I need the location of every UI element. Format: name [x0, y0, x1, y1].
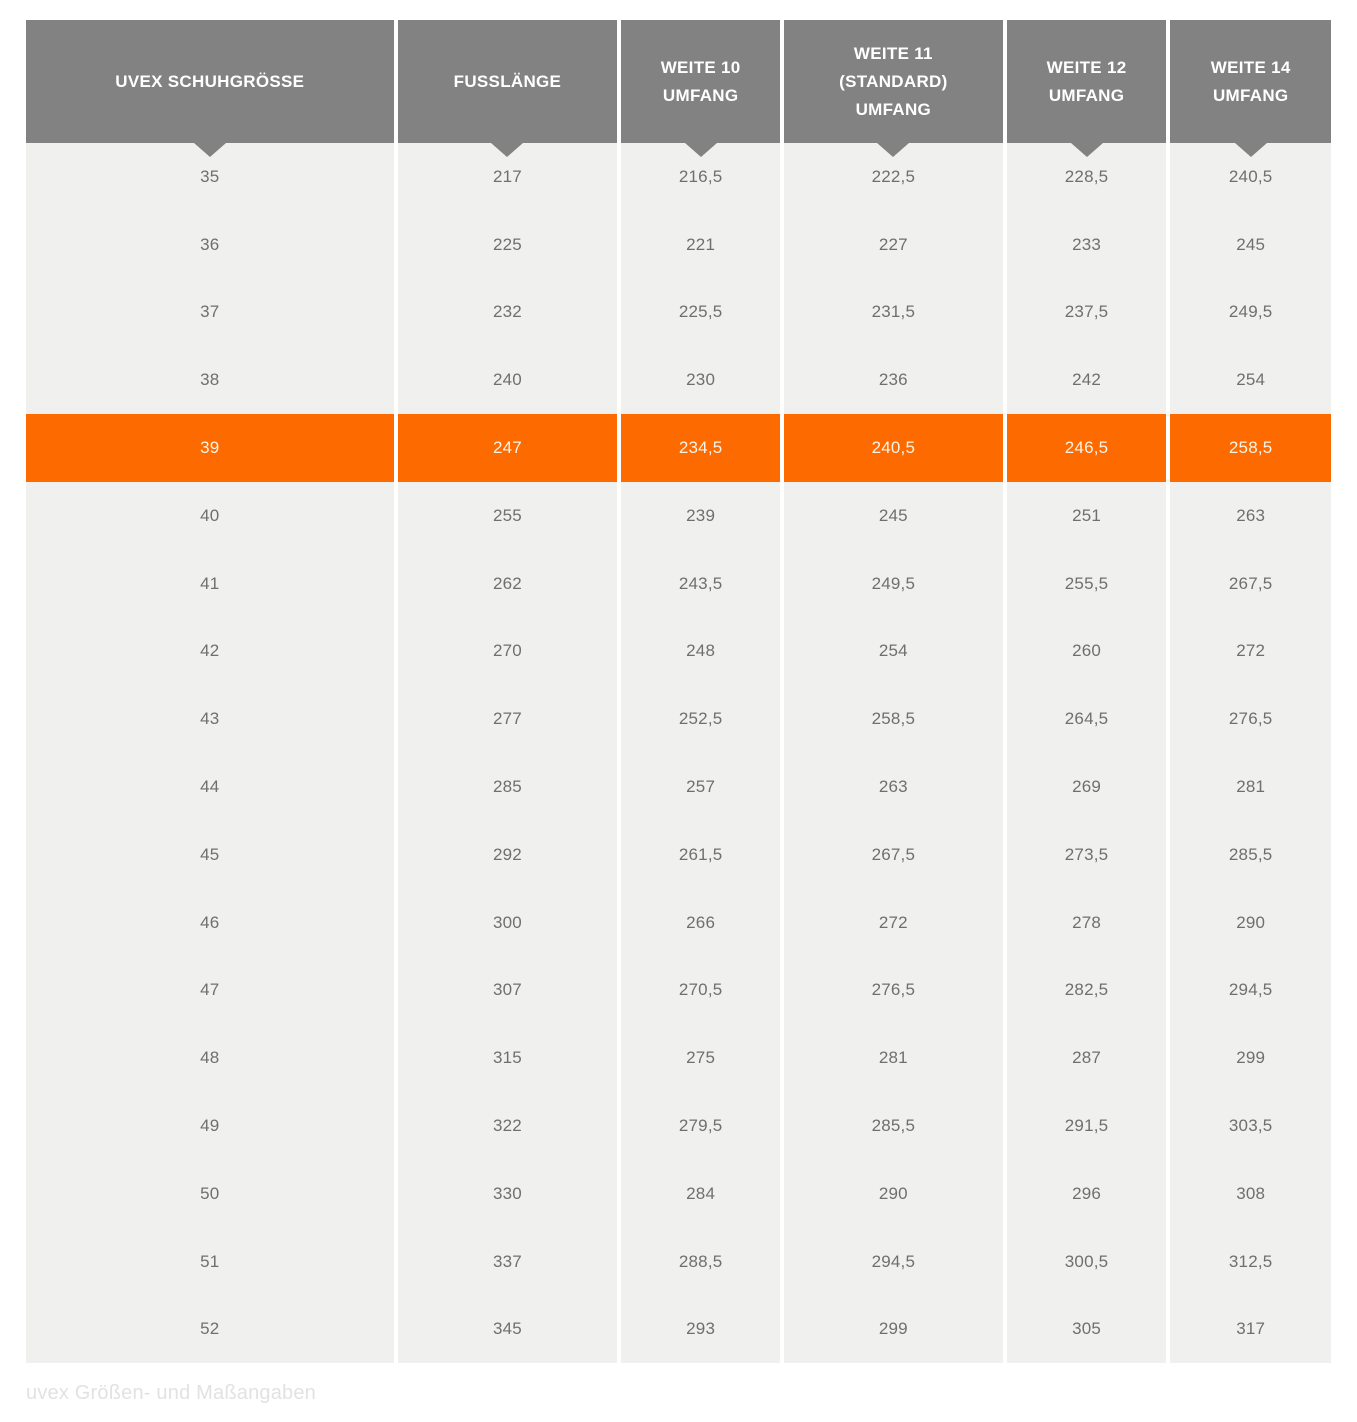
table-cell: 277: [398, 685, 618, 753]
table-cell: 284: [621, 1160, 780, 1228]
table-cell: 36: [26, 211, 394, 279]
table-cell: 245: [784, 482, 1003, 550]
table-cell: 307: [398, 957, 618, 1025]
column-header: [398, 20, 618, 143]
table-cell: 276,5: [784, 957, 1003, 1025]
table-cell: 39: [26, 414, 394, 482]
table-cell: 233: [1007, 211, 1167, 279]
table-cell: 270,5: [621, 957, 780, 1025]
table-cell: 247: [398, 414, 618, 482]
table-cell: 239: [621, 482, 780, 550]
table-cell: 285,5: [1170, 821, 1331, 889]
table-cell: 232: [398, 279, 618, 347]
table-cell: 44: [26, 753, 394, 821]
column-header-label: [1047, 54, 1127, 110]
table-cell: 41: [26, 550, 394, 618]
table-cell: 48: [26, 1024, 394, 1092]
column-header: [784, 20, 1003, 143]
table-cell: 237,5: [1007, 279, 1167, 347]
table-cell: 290: [784, 1160, 1003, 1228]
table-cell: 225: [398, 211, 618, 279]
table-caption: uvex Größen- und Maßangaben: [26, 1382, 317, 1405]
table-cell: 267,5: [784, 821, 1003, 889]
table-cell: 234,5: [621, 414, 780, 482]
table-cell: 275: [621, 1024, 780, 1092]
table-cell: 225,5: [621, 279, 780, 347]
column-header: [1170, 20, 1331, 143]
table-row[interactable]: [26, 550, 1331, 618]
table-cell: 254: [784, 618, 1003, 686]
table-row[interactable]: [26, 889, 1331, 957]
table-cell: 258,5: [784, 685, 1003, 753]
table-cell: 240,5: [784, 414, 1003, 482]
table-cell: 312,5: [1170, 1228, 1331, 1296]
triangle-down-icon: [1071, 143, 1103, 157]
table-cell: 272: [1170, 618, 1331, 686]
table-cell: 35: [26, 143, 394, 211]
table-cell: 285,5: [784, 1092, 1003, 1160]
table-cell: 255,5: [1007, 550, 1167, 618]
table-cell: 51: [26, 1228, 394, 1296]
column-header-line: UMFANG: [855, 99, 932, 119]
table-cell: 254: [1170, 346, 1331, 414]
table-cell: 222,5: [784, 143, 1003, 211]
column-header-label: [454, 68, 562, 96]
table-row[interactable]: [26, 482, 1331, 550]
table-cell: 217: [398, 143, 618, 211]
table-cell: 278: [1007, 889, 1167, 957]
column-header-line: WEITE 11: [853, 43, 933, 63]
table-cell: 273,5: [1007, 821, 1167, 889]
table-cell: 40: [26, 482, 394, 550]
table-cell: 43: [26, 685, 394, 753]
table-cell: 270: [398, 618, 618, 686]
table-cell: 46: [26, 889, 394, 957]
table-cell: 299: [784, 1296, 1003, 1364]
table-cell: 258,5: [1170, 414, 1331, 482]
table-cell: 228,5: [1007, 143, 1167, 211]
table-cell: 47: [26, 957, 394, 1025]
table-cell: 294,5: [1170, 957, 1331, 1025]
column-header: [26, 20, 394, 143]
table-cell: 263: [1170, 482, 1331, 550]
table-row[interactable]: [26, 618, 1331, 686]
table-cell: 231,5: [784, 279, 1003, 347]
table-cell: 227: [784, 211, 1003, 279]
table-row[interactable]: [26, 1024, 1331, 1092]
table-cell: 251: [1007, 482, 1167, 550]
table-cell: 345: [398, 1296, 618, 1364]
column-header-line: (STANDARD): [839, 71, 948, 91]
table-body: [26, 143, 1331, 1363]
table-cell: 285: [398, 753, 618, 821]
table-cell: 230: [621, 346, 780, 414]
column-header: [1007, 20, 1167, 143]
column-header-line: FUSSLÄNGE: [453, 71, 562, 91]
table-cell: 252,5: [621, 685, 780, 753]
column-header-line: WEITE 10: [660, 57, 741, 77]
column-header-line: UMFANG: [1048, 85, 1125, 105]
table-cell: 292: [398, 821, 618, 889]
table-cell: 248: [621, 618, 780, 686]
table-cell: 260: [1007, 618, 1167, 686]
table-cell: 296: [1007, 1160, 1167, 1228]
table-header-row: [26, 20, 1331, 143]
table-cell: 303,5: [1170, 1092, 1331, 1160]
table-row[interactable]: [26, 1228, 1331, 1296]
table-row[interactable]: [26, 1092, 1331, 1160]
table-cell: 293: [621, 1296, 780, 1364]
table-cell: 240,5: [1170, 143, 1331, 211]
triangle-down-icon: [194, 143, 226, 157]
table-row[interactable]: [26, 211, 1331, 279]
column-header-line: WEITE 14: [1210, 57, 1291, 77]
table-cell: 281: [784, 1024, 1003, 1092]
table-cell: 242: [1007, 346, 1167, 414]
table-cell: 245: [1170, 211, 1331, 279]
table-row[interactable]: [26, 1160, 1331, 1228]
table-row[interactable]: [26, 957, 1331, 1025]
table-cell: 49: [26, 1092, 394, 1160]
table-cell: 257: [621, 753, 780, 821]
table-cell: 38: [26, 346, 394, 414]
table-cell: 287: [1007, 1024, 1167, 1092]
table-cell: 240: [398, 346, 618, 414]
table-cell: 249,5: [1170, 279, 1331, 347]
column-header-label: [115, 68, 304, 96]
table-cell: 255: [398, 482, 618, 550]
triangle-down-icon: [491, 143, 523, 157]
table-cell: 221: [621, 211, 780, 279]
column-header-line: WEITE 12: [1046, 57, 1127, 77]
table-cell: 308: [1170, 1160, 1331, 1228]
column-header: [621, 20, 780, 143]
table-cell: 288,5: [621, 1228, 780, 1296]
table-cell: 330: [398, 1160, 618, 1228]
table-cell: 52: [26, 1296, 394, 1364]
table-row[interactable]: [26, 821, 1331, 889]
column-header-line: UMFANG: [1212, 85, 1289, 105]
table-cell: 37: [26, 279, 394, 347]
table-row-highlighted[interactable]: [26, 414, 1331, 482]
table-cell: 322: [398, 1092, 618, 1160]
table-cell: 305: [1007, 1296, 1167, 1364]
column-header-label: [839, 40, 947, 124]
table-cell: 300,5: [1007, 1228, 1167, 1296]
table-cell: 50: [26, 1160, 394, 1228]
table-cell: 262: [398, 550, 618, 618]
table-cell: 337: [398, 1228, 618, 1296]
column-header-label: [661, 54, 741, 110]
table-row[interactable]: [26, 685, 1331, 753]
table-cell: 276,5: [1170, 685, 1331, 753]
triangle-down-icon: [1235, 143, 1267, 157]
table-cell: 282,5: [1007, 957, 1167, 1025]
triangle-down-icon: [685, 143, 717, 157]
table-row[interactable]: [26, 753, 1331, 821]
table-cell: 261,5: [621, 821, 780, 889]
table-cell: 279,5: [621, 1092, 780, 1160]
table-cell: 266: [621, 889, 780, 957]
table-row[interactable]: [26, 1296, 1331, 1364]
table-cell: 272: [784, 889, 1003, 957]
table-cell: 269: [1007, 753, 1167, 821]
table-cell: 291,5: [1007, 1092, 1167, 1160]
table-cell: 294,5: [784, 1228, 1003, 1296]
table-cell: 281: [1170, 753, 1331, 821]
table-cell: 315: [398, 1024, 618, 1092]
table-cell: 264,5: [1007, 685, 1167, 753]
triangle-down-icon: [877, 143, 909, 157]
column-header-label: [1211, 54, 1291, 110]
column-header-line: UVEX SCHUHGRÖSSE: [115, 71, 305, 91]
column-header-line: UMFANG: [662, 85, 739, 105]
table-cell: 299: [1170, 1024, 1331, 1092]
table-row[interactable]: [26, 346, 1331, 414]
table-cell: 290: [1170, 889, 1331, 957]
table-cell: 236: [784, 346, 1003, 414]
table-cell: 216,5: [621, 143, 780, 211]
table-cell: 267,5: [1170, 550, 1331, 618]
table-cell: 300: [398, 889, 618, 957]
table-cell: 246,5: [1007, 414, 1167, 482]
table-cell: 263: [784, 753, 1003, 821]
table-row[interactable]: [26, 279, 1331, 347]
table-cell: 45: [26, 821, 394, 889]
size-chart: [26, 20, 1331, 1405]
table-cell: 317: [1170, 1296, 1331, 1364]
table-cell: 249,5: [784, 550, 1003, 618]
table-cell: 243,5: [621, 550, 780, 618]
table-cell: 42: [26, 618, 394, 686]
